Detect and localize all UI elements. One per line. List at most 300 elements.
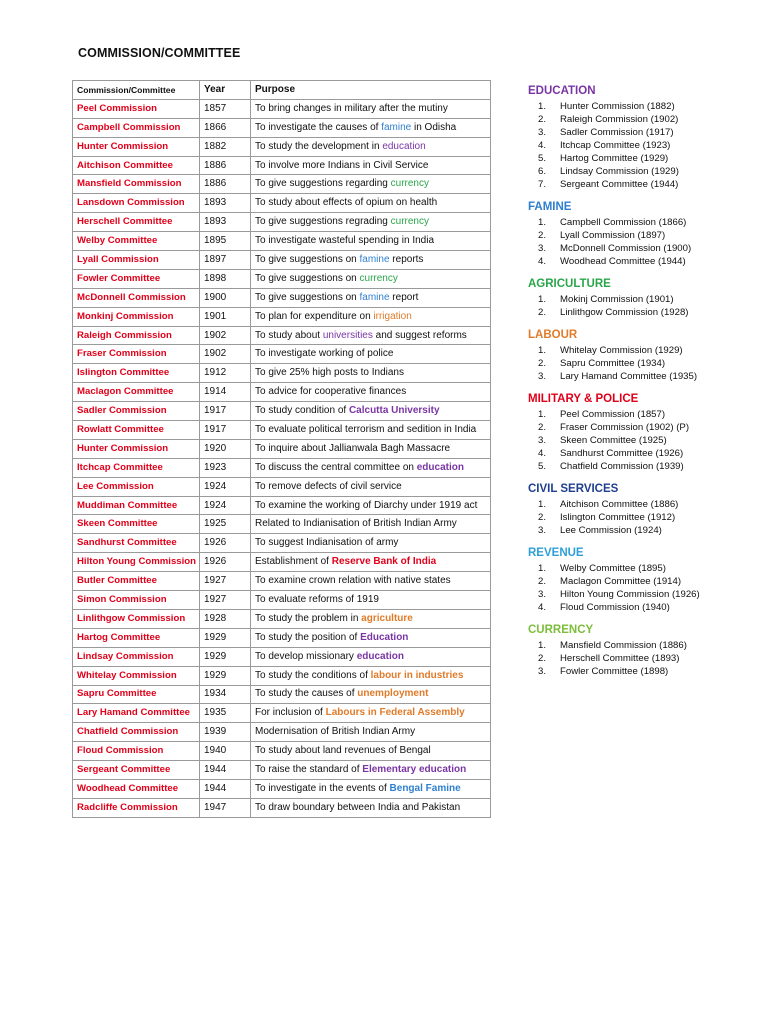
highlighted-keyword: education: [356, 650, 404, 662]
commission-year: 1917: [200, 402, 251, 421]
table-row: [73, 458, 491, 477]
commission-name: Radcliffe Commission: [73, 798, 200, 817]
list-item: [528, 242, 758, 255]
list-item-text: Peel Commission (1857): [560, 409, 666, 420]
list-number: 1.: [537, 640, 546, 651]
commission-year: 1900: [200, 288, 251, 307]
commission-name: Muddiman Committee: [73, 496, 200, 515]
table-row: [73, 553, 491, 572]
commission-purpose: [251, 326, 491, 345]
list-item-text: Campbell Commission (1866): [560, 217, 687, 228]
purpose-text: To plan for expenditure on: [255, 310, 374, 322]
commission-year: 1925: [200, 515, 251, 534]
purpose-text: reports: [389, 253, 424, 265]
list-number: 3.: [537, 666, 546, 677]
purpose-text: Modernisation of British Indian Army: [255, 726, 416, 738]
list-number: 3.: [537, 127, 546, 138]
commission-year: 1934: [200, 685, 251, 704]
purpose-text: To advice for cooperative finances: [255, 386, 407, 398]
purpose-text: To study about effects of opium on health: [255, 197, 438, 209]
table-row: [73, 704, 491, 723]
category-block: [528, 623, 758, 678]
list-item-text: Lyall Commission (1897): [560, 230, 666, 241]
commission-purpose: [251, 685, 491, 704]
category-list: [528, 344, 758, 383]
list-item-text: Mokinj Commission (1901): [560, 294, 674, 305]
list-number: 4.: [537, 256, 546, 267]
commission-name: Lansdown Commission: [73, 194, 200, 213]
category-list: [528, 639, 758, 678]
commission-year: 1924: [200, 496, 251, 515]
category-title: CIVIL SERVICES: [528, 483, 619, 495]
purpose-text: To study the causes of: [255, 688, 358, 700]
purpose-text: and suggest reforms: [372, 329, 467, 341]
commission-purpose: [251, 742, 491, 761]
purpose-text: For inclusion of: [255, 707, 326, 719]
commission-year: 1929: [200, 628, 251, 647]
table-row: [73, 666, 491, 685]
commission-name: Fraser Commission: [73, 345, 200, 364]
purpose-text: To evaluate political terrorism and sedition in India: [255, 423, 477, 435]
commission-year: 1898: [200, 269, 251, 288]
list-item: [528, 113, 758, 126]
purpose-text: To discuss the central committee on: [255, 461, 417, 473]
list-item: [528, 126, 758, 139]
highlighted-keyword: irrigation: [373, 310, 412, 322]
commission-year: 1924: [200, 477, 251, 496]
commission-year: 1939: [200, 723, 251, 742]
list-item-text: Raleigh Commission (1902): [560, 114, 679, 125]
list-item: [528, 293, 758, 306]
category-title: AGRICULTURE: [528, 278, 611, 290]
purpose-text: Related to Indianisation of British Indian Army: [255, 518, 457, 530]
commission-name: McDonnell Commission: [73, 288, 200, 307]
list-item: [528, 639, 758, 652]
table-row: [73, 779, 491, 798]
table-row: [73, 421, 491, 440]
table-row: [73, 798, 491, 817]
purpose-text: To bring changes in military after the mutiny: [255, 102, 448, 114]
commission-name: Sapru Committee: [73, 685, 200, 704]
highlighted-keyword: Labours in Federal Assembly: [325, 707, 465, 719]
commission-purpose: [251, 421, 491, 440]
list-number: 1.: [537, 345, 546, 356]
purpose-text: To give suggestions regrading: [255, 216, 391, 228]
purpose-text: To investigate wasteful spending in India: [255, 235, 435, 247]
list-number: 1.: [537, 563, 546, 574]
list-item-text: Fraser Commission (1902) (P): [560, 422, 690, 433]
list-item: [528, 652, 758, 665]
commission-name: Monkinj Commission: [73, 307, 200, 326]
commission-purpose: [251, 402, 491, 421]
list-item-text: Lindsay Commission (1929): [560, 166, 679, 177]
commission-year: 1920: [200, 439, 251, 458]
table-row: [73, 572, 491, 591]
list-number: 2.: [537, 307, 546, 318]
category-title: CURRENCY: [528, 624, 594, 636]
highlighted-keyword: Education: [360, 631, 409, 643]
list-number: 2.: [537, 230, 546, 241]
table-body: [73, 99, 491, 817]
commission-name: Sandhurst Committee: [73, 534, 200, 553]
commission-name: Linlithgow Commission: [73, 609, 200, 628]
category-title: FAMINE: [528, 201, 572, 213]
commission-name: Mansfield Commission: [73, 175, 200, 194]
commission-name: Sadler Commission: [73, 402, 200, 421]
list-item-text: Aitchison Committee (1886): [560, 499, 679, 510]
table-row: [73, 194, 491, 213]
commission-name: Islington Committee: [73, 364, 200, 383]
list-item: [528, 152, 758, 165]
commission-purpose: [251, 609, 491, 628]
commission-year: 1926: [200, 553, 251, 572]
table-row: [73, 439, 491, 458]
commission-purpose: [251, 534, 491, 553]
table-row: [73, 232, 491, 251]
list-number: 1.: [537, 217, 546, 228]
commission-table: [72, 80, 491, 818]
commission-year: 1866: [200, 118, 251, 137]
commission-name: Welby Committee: [73, 232, 200, 251]
purpose-text: To give 25% high posts to Indians: [255, 367, 404, 379]
category-block: [528, 482, 758, 537]
commission-purpose: [251, 779, 491, 798]
commission-year: 1914: [200, 383, 251, 402]
commission-purpose: [251, 364, 491, 383]
list-number: 1.: [537, 101, 546, 112]
list-number: 1.: [537, 499, 546, 510]
commission-year: 1940: [200, 742, 251, 761]
list-item-text: Hartog Committee (1929): [560, 153, 669, 164]
commission-year: 1947: [200, 798, 251, 817]
list-item-text: Skeen Committee (1925): [560, 435, 667, 446]
list-item-text: Maclagon Committee (1914): [560, 576, 682, 587]
category-block: [528, 328, 758, 383]
column-header-year: Year: [200, 81, 251, 100]
list-item-text: Sergeant Committee (1944): [560, 179, 679, 190]
table-row: [73, 647, 491, 666]
commission-year: 1928: [200, 609, 251, 628]
list-item-text: Herschell Committee (1893): [560, 653, 680, 664]
table-row: [73, 515, 491, 534]
highlighted-keyword: labour in industries: [370, 669, 464, 681]
list-item-text: Sapru Committee (1934): [560, 358, 666, 369]
purpose-text: To study condition of: [255, 405, 349, 417]
highlighted-keyword: currency: [390, 178, 429, 190]
table-row: [73, 345, 491, 364]
table-row: [73, 685, 491, 704]
purpose-text: To evaluate reforms of 1919: [255, 593, 379, 605]
purpose-text: To draw boundary between India and Pakistan: [255, 801, 461, 813]
category-list: [528, 562, 758, 614]
list-item-text: Hilton Young Commission (1926): [560, 589, 700, 600]
highlighted-keyword: agriculture: [361, 612, 413, 624]
purpose-text: To study the problem in: [255, 612, 362, 624]
table-row: [73, 609, 491, 628]
commission-purpose: [251, 213, 491, 232]
table-row: [73, 591, 491, 610]
commission-name: Itchcap Committee: [73, 458, 200, 477]
category-title: REVENUE: [528, 547, 584, 559]
column-header-purpose: Purpose: [251, 81, 491, 100]
list-item: [528, 344, 758, 357]
commission-purpose: [251, 553, 491, 572]
table-row: [73, 307, 491, 326]
list-item-text: Sandhurst Committee (1926): [560, 448, 684, 459]
list-number: 4.: [537, 448, 546, 459]
purpose-text: To remove defects of civil service: [255, 480, 402, 492]
purpose-text: To raise the standard of: [255, 764, 363, 775]
commission-purpose: [251, 156, 491, 175]
list-item-text: Whitelay Commission (1929): [560, 345, 683, 356]
commission-year: 1923: [200, 458, 251, 477]
list-number: 2.: [537, 422, 546, 433]
commission-name: Peel Commission: [73, 99, 200, 118]
highlighted-keyword: education: [382, 140, 426, 152]
category-list: [528, 293, 758, 319]
commission-year: 1901: [200, 307, 251, 326]
commission-name: Aitchison Committee: [73, 156, 200, 175]
table-row: [73, 99, 491, 118]
table-row: [73, 364, 491, 383]
table-row: [73, 156, 491, 175]
list-number: 2.: [537, 358, 546, 369]
purpose-text: To give suggestions on: [255, 253, 360, 265]
commission-purpose: [251, 439, 491, 458]
highlighted-keyword: Bengal Famine: [389, 782, 461, 794]
commission-year: 1886: [200, 156, 251, 175]
table-row: [73, 213, 491, 232]
category-block: [528, 277, 758, 319]
list-number: 5.: [537, 461, 546, 472]
commission-year: 1902: [200, 345, 251, 364]
purpose-text: To inquire about Jallianwala Bagh Massacre: [255, 442, 451, 454]
list-number: 3.: [537, 243, 546, 254]
table-row: [73, 742, 491, 761]
commission-purpose: [251, 704, 491, 723]
list-item: [528, 421, 758, 434]
list-item: [528, 588, 758, 601]
commission-name: Butler Committee: [73, 572, 200, 591]
commission-year: 1926: [200, 534, 251, 553]
table-row: [73, 628, 491, 647]
commission-name: Simon Commission: [73, 591, 200, 610]
commission-year: 1935: [200, 704, 251, 723]
purpose-text: To give suggestions on: [255, 291, 360, 303]
commission-purpose: [251, 194, 491, 213]
table-row: [73, 251, 491, 270]
list-item-text: Hunter Commission (1882): [560, 101, 675, 112]
list-number: 3.: [537, 371, 546, 382]
commission-year: 1897: [200, 251, 251, 270]
purpose-text: Establishment of: [255, 556, 332, 568]
table-row: [73, 326, 491, 345]
list-item: [528, 357, 758, 370]
commission-purpose: [251, 99, 491, 118]
commission-name: Woodhead Committee: [73, 779, 200, 798]
list-item: [528, 100, 758, 113]
purpose-text: To study the position of: [255, 631, 361, 643]
purpose-text: To suggest Indianisation of army: [255, 537, 399, 549]
list-number: 4.: [537, 602, 546, 613]
category-list: [528, 408, 758, 473]
list-item-text: Chatfield Commission (1939): [560, 461, 684, 472]
purpose-text: To study the development in: [255, 140, 383, 152]
commission-name: Fowler Committee: [73, 269, 200, 288]
list-item: [528, 447, 758, 460]
commission-name: Hilton Young Commission: [73, 553, 200, 572]
list-item: [528, 434, 758, 447]
commission-purpose: [251, 666, 491, 685]
list-item: [528, 524, 758, 537]
commission-year: 1912: [200, 364, 251, 383]
commission-name: Whitelay Commission: [73, 666, 200, 685]
commission-year: 1893: [200, 194, 251, 213]
commission-year: 1929: [200, 647, 251, 666]
commission-name: Campbell Commission: [73, 118, 200, 137]
commission-name: Hartog Committee: [73, 628, 200, 647]
commission-purpose: [251, 761, 491, 780]
category-sidebar: [528, 84, 758, 687]
commission-year: 1882: [200, 137, 251, 156]
category-list: [528, 498, 758, 537]
highlighted-keyword: famine: [359, 253, 390, 265]
commission-purpose: [251, 647, 491, 666]
list-number: 5.: [537, 153, 546, 164]
commission-purpose: [251, 628, 491, 647]
commission-purpose: [251, 345, 491, 364]
highlighted-keyword: education: [416, 461, 464, 473]
commission-name: Lee Commission: [73, 477, 200, 496]
commission-purpose: [251, 477, 491, 496]
list-item-text: Woodhead Committee (1944): [560, 256, 686, 267]
list-item-text: Fowler Committee (1898): [560, 666, 669, 677]
table-row: [73, 723, 491, 742]
highlighted-keyword: unemployment: [357, 688, 429, 700]
list-number: 1.: [537, 294, 546, 305]
commission-purpose: [251, 175, 491, 194]
commission-year: 1893: [200, 213, 251, 232]
commission-name: Lindsay Commission: [73, 647, 200, 666]
list-item-text: McDonnell Commission (1900): [560, 243, 692, 254]
commission-purpose: [251, 496, 491, 515]
list-item: [528, 460, 758, 473]
table-row: [73, 137, 491, 156]
purpose-text: To develop missionary: [255, 650, 357, 662]
purpose-text: To investigate working of police: [255, 348, 394, 360]
category-block: [528, 200, 758, 268]
commission-year: 1927: [200, 572, 251, 591]
commission-purpose: [251, 458, 491, 477]
commission-name: Chatfield Commission: [73, 723, 200, 742]
commission-purpose: [251, 232, 491, 251]
purpose-text: in Odisha: [411, 121, 457, 133]
commission-name: Hunter Commission: [73, 137, 200, 156]
highlighted-keyword: universities: [322, 329, 373, 341]
highlighted-keyword: currency: [390, 216, 429, 228]
list-item-text: Linlithgow Commission (1928): [560, 307, 689, 318]
purpose-text: To give suggestions regarding: [255, 178, 391, 190]
commission-year: 1917: [200, 421, 251, 440]
commission-year: 1902: [200, 326, 251, 345]
list-item: [528, 139, 758, 152]
purpose-text: To study about: [255, 329, 323, 341]
table-row: [73, 175, 491, 194]
list-item: [528, 178, 758, 191]
list-item-text: Floud Commission (1940): [560, 602, 670, 613]
category-title: LABOUR: [528, 329, 578, 341]
list-item: [528, 511, 758, 524]
commission-purpose: [251, 288, 491, 307]
category-title: MILITARY & POLICE: [528, 393, 639, 405]
category-block: [528, 84, 758, 191]
table-row: [73, 761, 491, 780]
purpose-text: To investigate the causes of: [255, 121, 382, 133]
page-title: COMMISSION/COMMITTEE: [78, 46, 241, 60]
purpose-text: To investigate in the events of: [255, 782, 390, 794]
list-number: 1.: [537, 409, 546, 420]
list-item-text: Mansfield Commission (1886): [560, 640, 687, 651]
list-item: [528, 562, 758, 575]
list-item-text: Itchcap Committee (1923): [560, 140, 671, 151]
commission-name: Maclagon Committee: [73, 383, 200, 402]
purpose-text: To study the conditions of: [255, 669, 371, 681]
list-item: [528, 408, 758, 421]
list-number: 2.: [537, 576, 546, 587]
commission-purpose: [251, 515, 491, 534]
category-block: [528, 546, 758, 614]
list-item: [528, 216, 758, 229]
purpose-text: To give suggestions on: [255, 272, 360, 284]
table-row: [73, 477, 491, 496]
list-item: [528, 229, 758, 242]
list-number: 7.: [537, 179, 546, 190]
commission-year: 1857: [200, 99, 251, 118]
highlighted-keyword: Reserve Bank of India: [331, 556, 437, 568]
list-number: 4.: [537, 140, 546, 151]
commission-purpose: [251, 251, 491, 270]
list-item: [528, 575, 758, 588]
commission-name: Herschell Committee: [73, 213, 200, 232]
commission-purpose: [251, 137, 491, 156]
list-item-text: Lary Hamand Committee (1935): [560, 371, 698, 382]
table-row: [73, 402, 491, 421]
commission-purpose: [251, 383, 491, 402]
table-row: [73, 496, 491, 515]
commission-purpose: [251, 307, 491, 326]
purpose-text: To examine crown relation with native states: [255, 575, 451, 587]
highlighted-keyword: famine: [381, 121, 412, 133]
commission-purpose: [251, 118, 491, 137]
list-number: 3.: [537, 525, 546, 536]
highlighted-keyword: Calcutta University: [348, 405, 440, 417]
commission-name: Lary Hamand Committee: [73, 704, 200, 723]
commission-name: Raleigh Commission: [73, 326, 200, 345]
category-list: [528, 216, 758, 268]
commission-name: Lyall Commission: [73, 251, 200, 270]
list-item-text: Welby Committee (1895): [560, 563, 666, 574]
list-item: [528, 601, 758, 614]
commission-year: 1927: [200, 591, 251, 610]
commission-year: 1886: [200, 175, 251, 194]
list-number: 3.: [537, 435, 546, 446]
purpose-text: To study about land revenues of Bengal: [255, 745, 431, 757]
highlighted-keyword: famine: [359, 291, 390, 303]
commission-name: Skeen Committee: [73, 515, 200, 534]
table-row: [73, 288, 491, 307]
list-item: [528, 255, 758, 268]
commission-year: 1944: [200, 779, 251, 798]
